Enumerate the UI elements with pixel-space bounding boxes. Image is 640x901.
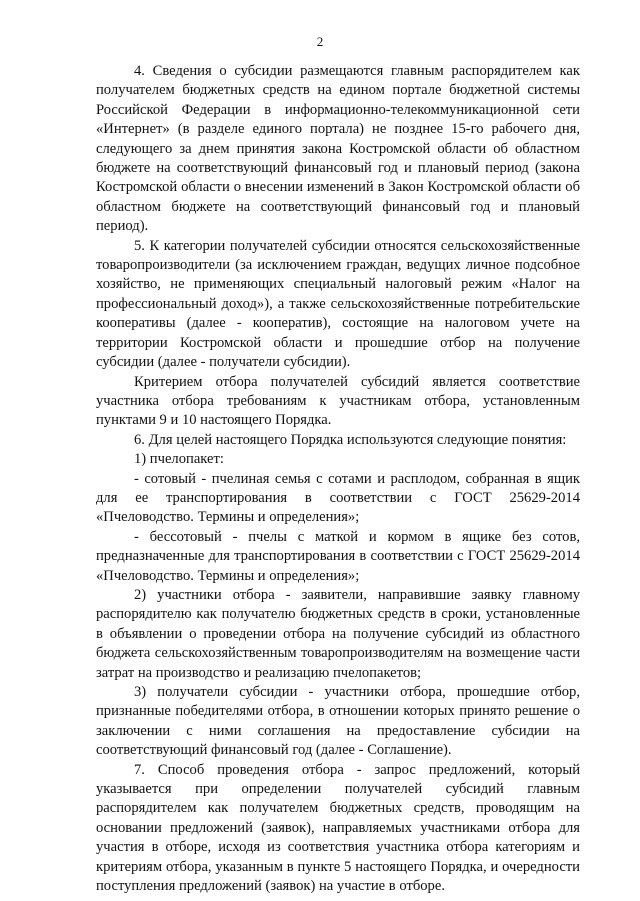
page-number: 2 (316, 34, 324, 49)
paragraph-bee-package: 1) пчелопакет: (134, 451, 224, 468)
paragraph-combless-package: - бессотовый - пчелы с маткой и кормом в ящике без сотов, предназначенные для транспортирования в соответствии с ГОСТ 25629-2014 «Пчеловодство. Термины и определения»; (96, 528, 580, 584)
paragraph-comb-package: - сотовый - пчелиная семья с сотами и расплодом, собранная в ящик для ее транспортирования в соответствии с ГОСТ 25629-2014 «Пчеловодство. Термины и определения»; (96, 470, 580, 526)
paragraph-selection-participants: 2) участники отбора - заявители, направившие заявку главному распорядителю как получателю бюджетных средств в сроки, установленные в объявлении о проведении отбора на получение субсидий из областного бюджета сельскохозяйственным товаропроизводителям на возмещение части затрат на производство и реализацию пчелопакетов; (96, 586, 580, 681)
paragraph-item-6-definitions: 6. Для целей настоящего Порядка используются следующие понятия: (134, 431, 567, 448)
paragraph-selection-criterion: Критерием отбора получателей субсидий является соответствие участника отбора требованиям к участникам отбора, установленным пунктами 9 и 10 настоящего Порядка. (96, 373, 580, 429)
paragraph-item-4-portal: 4. Сведения о субсидии размещаются главным распорядителем как получателем бюджетных средств на едином портале бюджетной системы Российской Федерации в информационно-телекоммуникационной сети «Интернет» (в разделе единого портала) не позднее 15-го рабочего дня, следующего за днем принятия закона Костромской области об областном бюджете на соответствующий финансовый год и плановый период (закона Костромской области о внесении изменений в Закон Костромской области об областном бюджете на соответствующий финансовый год и плановый период). (96, 63, 580, 235)
document-body (96, 62, 580, 896)
paragraph-subsidy-recipients: 3) получатели субсидии - участники отбора, прошедшие отбор, признанные победителями отбора, в отношении которых принято решение о заключении с ними соглашения на предоставление субсидии на соответствующий финансовый год (далее - Соглашение). (96, 684, 580, 759)
paragraph-item-5-category: 5. К категории получателей субсидии относятся сельскохозяйственные товаропроизводители (за исключением граждан, ведущих личное подсобное хозяйство, не применяющих специальный налоговый режим «Налог на профессиональный доход»), а также сельскохозяйственные потребительские кооперативы (далее - кооператив), состоящие на налоговом учете на территории Костромской области и прошедшие отбор на получение субсидии (далее - получатели субсидии). (96, 237, 580, 371)
paragraph-item-7-method: 7. Способ проведения отбора - запрос предложений, который указывается при определении получателей субсидий главным распорядителем как получателем бюджетных средств, проводящим на основании предложений (заявок), направляемых участниками отбора для участия в отборе, исходя из соответствия участника отбора категориям и критериям отбора, указанным в пункте 5 настоящего Порядка, и очередности поступления предложений (заявок) на участие в отборе. (96, 761, 580, 895)
